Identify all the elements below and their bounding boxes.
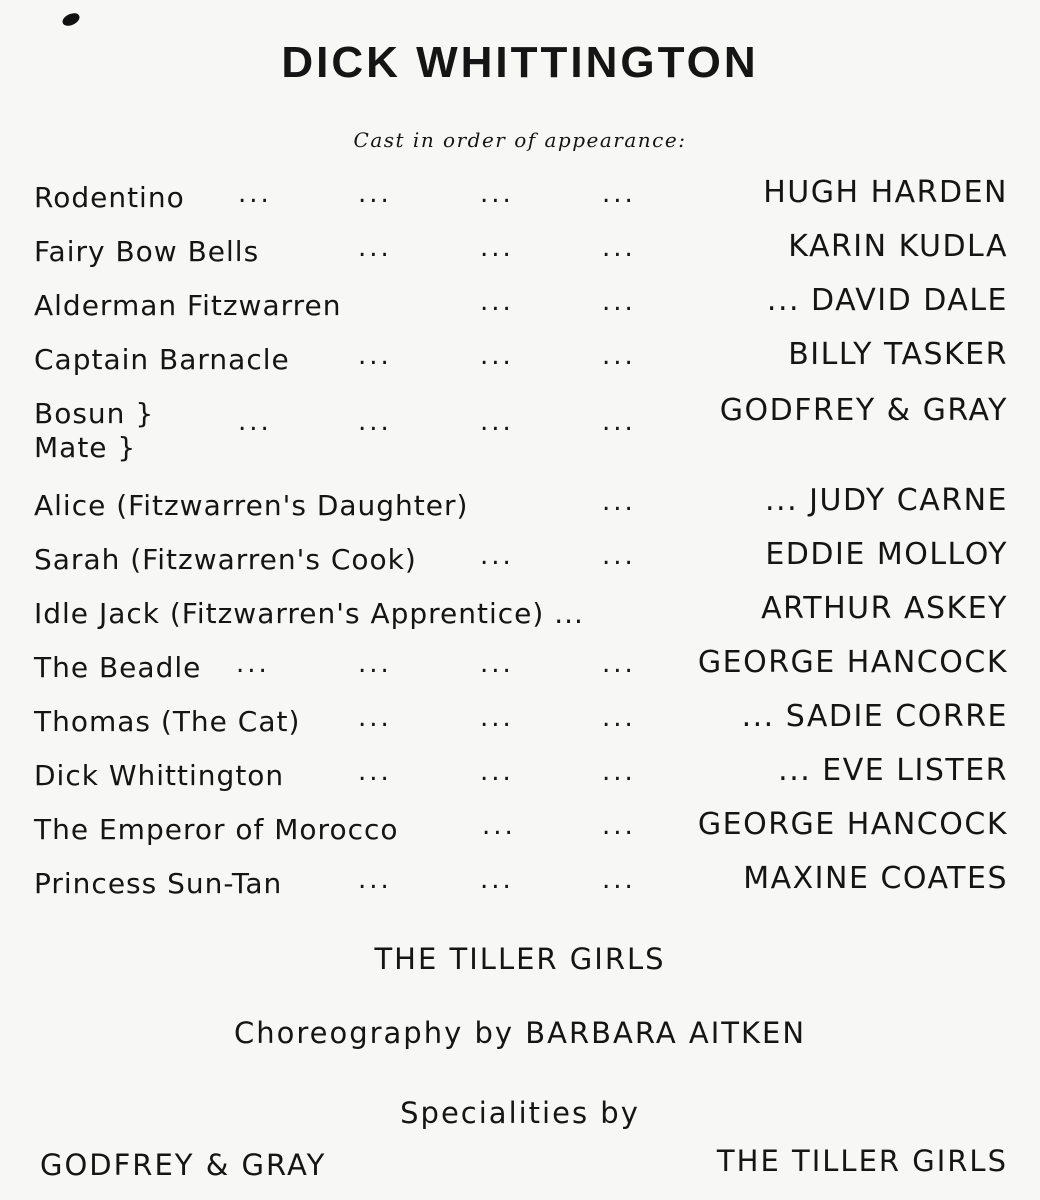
leader-dots: ...: [358, 703, 392, 733]
role-name: The Beadle: [34, 651, 202, 684]
role-name: Princess Sun-Tan: [34, 867, 283, 900]
actor-name: HUGH HARDEN: [763, 175, 1008, 210]
leader-dots: ...: [602, 757, 636, 787]
speciality-act: GODFREY & GRAY: [40, 1148, 327, 1182]
leader-dots: ...: [480, 541, 514, 571]
leader-dots: ...: [236, 649, 270, 679]
actor-name: ... DAVID DALE: [766, 283, 1008, 318]
leader-dots: ...: [480, 703, 514, 733]
actor-name: MAXINE COATES: [743, 861, 1008, 896]
actor-name: ARTHUR ASKEY: [761, 591, 1008, 626]
cast-row: [0, 805, 1040, 845]
leader-dots: ...: [238, 407, 272, 437]
cast-row: [0, 481, 1040, 521]
leader-dots: ...: [480, 233, 514, 263]
leader-dots: ...: [358, 179, 392, 209]
cast-row: [0, 589, 1040, 629]
leader-dots: ...: [358, 233, 392, 263]
leader-dots: ...: [358, 649, 392, 679]
leader-dots: ...: [602, 649, 636, 679]
cast-row: [0, 859, 1040, 899]
cast-subtitle: Cast in order of appearance:: [353, 128, 687, 152]
tiller-girls-line: THE TILLER GIRLS: [374, 942, 666, 976]
actor-name: GEORGE HANCOCK: [697, 645, 1008, 680]
leader-dots: ...: [358, 341, 392, 371]
actor-name: ... JUDY CARNE: [765, 483, 1008, 518]
leader-dots: ...: [238, 179, 272, 209]
actor-name: KARIN KUDLA: [788, 229, 1008, 264]
role-name: Sarah (Fitzwarren's Cook): [34, 543, 417, 576]
actor-name: ... SADIE CORRE: [741, 699, 1008, 734]
cast-row: [0, 643, 1040, 683]
page-title: DICK WHITTINGTON: [281, 38, 759, 87]
cast-row: [0, 393, 1040, 464]
leader-dots: ...: [602, 487, 636, 517]
leader-dots: ...: [480, 865, 514, 895]
leader-dots: ...: [482, 811, 516, 841]
leader-dots: ...: [358, 865, 392, 895]
role-name: Idle Jack (Fitzwarren's Apprentice) ...: [34, 597, 584, 630]
cast-row: [0, 281, 1040, 321]
leader-dots: ...: [602, 233, 636, 263]
leader-dots: ...: [602, 703, 636, 733]
cast-row: [0, 697, 1040, 737]
leader-dots: ...: [480, 757, 514, 787]
cast-row: [0, 227, 1040, 267]
leader-dots: ...: [602, 179, 636, 209]
leader-dots: ...: [602, 541, 636, 571]
actor-name: BILLY TASKER: [788, 337, 1008, 372]
leader-dots: ...: [358, 757, 392, 787]
leader-dots: ...: [480, 341, 514, 371]
leader-dots: ...: [602, 287, 636, 317]
cast-row: [0, 535, 1040, 575]
leader-dots: ...: [480, 179, 514, 209]
leader-dots: ...: [602, 407, 636, 437]
role-line: Bosun }: [34, 397, 155, 430]
choreography-credit: Choreography by BARBARA AITKEN: [233, 1016, 807, 1050]
leader-dots: ...: [358, 407, 392, 437]
role-name: Fairy Bow Bells: [34, 235, 260, 268]
cast-row: [0, 335, 1040, 375]
leader-dots: ...: [602, 865, 636, 895]
leader-dots: ...: [480, 649, 514, 679]
leader-dots: ...: [480, 407, 514, 437]
actor-name: GEORGE HANCOCK: [697, 807, 1008, 842]
role-name: Thomas (The Cat): [34, 705, 301, 738]
actor-name: ... EVE LISTER: [778, 753, 1008, 788]
role-name: [34, 397, 154, 465]
specialities-heading: Specialities by: [400, 1096, 640, 1130]
role-name: Rodentino: [34, 181, 185, 214]
role-name: Alice (Fitzwarren's Daughter): [34, 489, 469, 522]
speciality-act: THE TILLER GIRLS: [716, 1144, 1008, 1178]
actor-name: EDDIE MOLLOY: [765, 537, 1008, 572]
role-line: Mate }: [34, 431, 137, 464]
ink-speck: [61, 11, 82, 29]
role-name: Captain Barnacle: [34, 343, 290, 376]
role-name: Dick Whittington: [34, 759, 285, 792]
role-name: The Emperor of Morocco: [34, 813, 399, 846]
role-name: Alderman Fitzwarren: [34, 289, 342, 322]
leader-dots: ...: [602, 341, 636, 371]
cast-row: [0, 751, 1040, 791]
leader-dots: ...: [480, 287, 514, 317]
actor-name: GODFREY & GRAY: [719, 393, 1008, 428]
cast-row: [0, 173, 1040, 213]
leader-dots: ...: [602, 811, 636, 841]
